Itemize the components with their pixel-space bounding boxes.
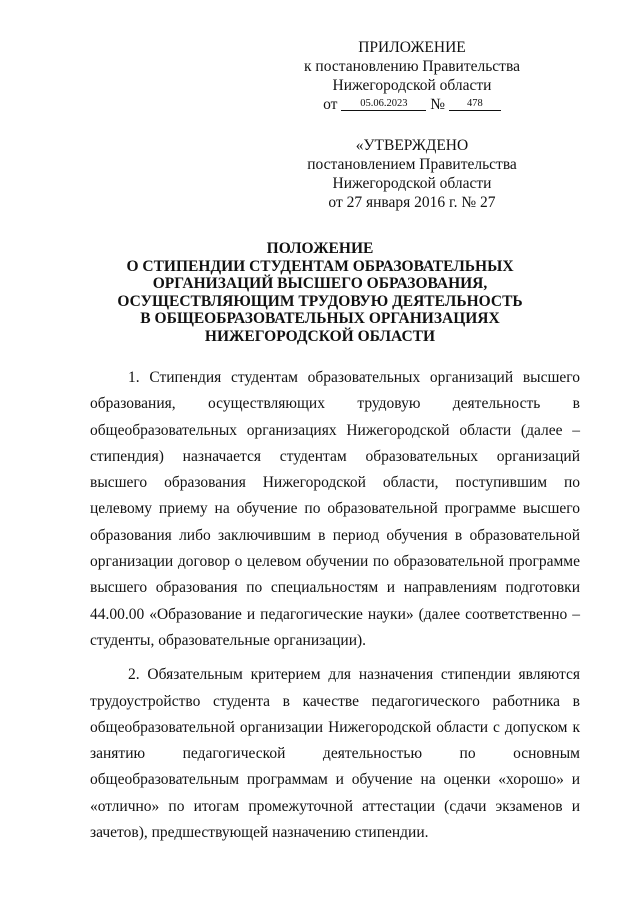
approved-line-4: от 27 января 2016 г. № 27 [328,194,496,211]
appendix-line-2: Нижегородской области [332,77,492,94]
appendix-title: ПРИЛОЖЕНИЕ [358,39,466,56]
heading-line: ОРГАНИЗАЦИЙ ВЫСШЕГО ОБРАЗОВАНИЯ, [152,275,488,293]
decree-number: 478 [449,98,501,111]
appendix-block [292,38,532,114]
decree-date: 05.06.2023 [341,98,426,111]
appendix-line-1: к постановлению Правительства [304,58,520,75]
heading-line: НИЖЕГОРОДСКОЙ ОБЛАСТИ [204,327,436,345]
from-label: от [323,96,338,113]
approved-line-3: Нижегородской области [332,175,492,192]
number-label: № [430,96,445,113]
approved-line-2: постановлением Правительства [307,156,517,173]
heading-line: В ОБЩЕОБРАЗОВАТЕЛЬНЫХ ОРГАНИЗАЦИЯХ [140,310,500,328]
paragraph-1: 1. Стипендия студентам образовательных организаций высшего образования, осуществляющих трудовую деятельность в общеобразовательных организациях Нижегородской области (далее – стипендия) назначается студентам образовательных организаций высшего образования Нижегородской области, поступившим по целевому приему на обучение по образовательной программе высшего образования либо заключившим в период обучения в образовательной организации договор о целевом обучении по образовательной программе высшего образования по специальностям и направлениям подготовки 44.00.00 «Образование и педагогические науки» (далее соответственно – студенты, образовательные организации). [90,369,580,649]
heading-line: ОСУЩЕСТВЛЯЮЩИМ ТРУДОВУЮ ДЕЯТЕЛЬНОСТЬ [117,292,523,310]
heading-line: ПОЛОЖЕНИЕ [266,240,374,257]
appendix-date-number-line [292,95,532,114]
document-body [90,365,580,846]
document-heading [80,240,560,346]
approved-block [292,136,532,212]
approved-line-1: «УТВЕРЖДЕНО [355,137,469,154]
paragraph-2: 2. Обязательным критерием для назначения стипендии являются трудоустройство студента в качестве педагогического работника в общеобразовательной организации Нижегородской области с допуском к занятию педагогической деятельностью по основным общеобразовательным программам и обучение на оценки «хорошо» и «отлично» по итогам промежуточной аттестации (сдачи экзаменов и зачетов), предшествующей назначению стипендии. [90,666,580,842]
heading-line: О СТИПЕНДИИ СТУДЕНТАМ ОБРАЗОВАТЕЛЬНЫХ [126,257,514,275]
